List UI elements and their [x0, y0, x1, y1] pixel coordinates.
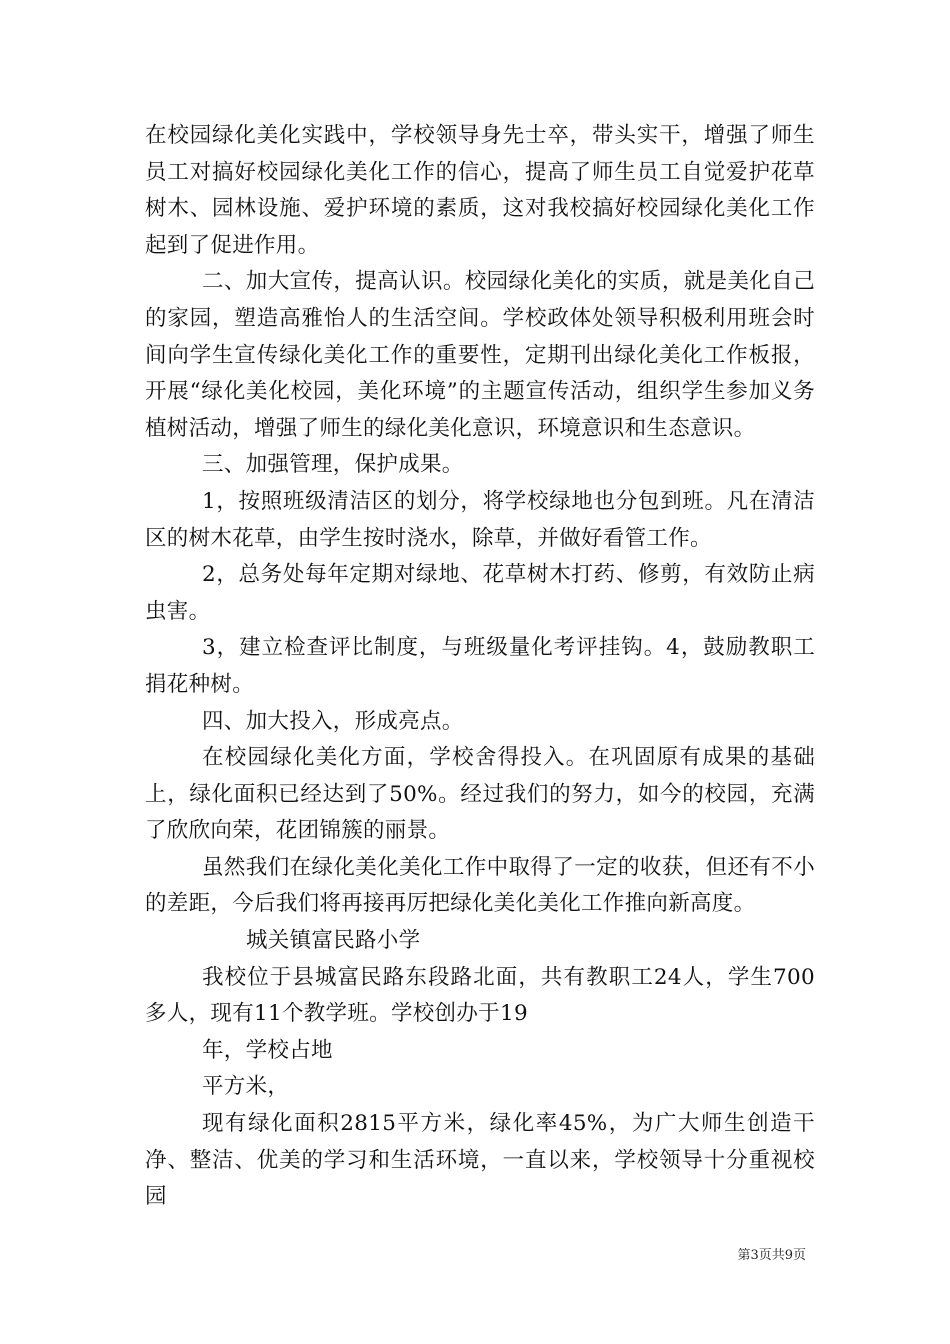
- document-body: [145, 118, 815, 1216]
- page-number-footer: 第3页共9页: [737, 1248, 806, 1263]
- school-signature: 城关镇富民路小学: [246, 928, 421, 954]
- paragraph-item-one: 1，按照班级清洁区的划分，将学校绿地也分包到班。凡在清洁区的树木花草，由学生按时浇水，除草，并做好看管工作。: [145, 488, 815, 551]
- paragraph-fragment-sqm: 平方米，: [202, 1074, 290, 1100]
- paragraph-item-three-four: 3，建立检查评比制度，与班级量化考评挂钩。4，鼓励教职工捐花种树。: [145, 635, 815, 697]
- paragraph-conclusion: 虽然我们在绿化美化美化工作中取得了一定的收获，但还有不小的差距，今后我们将再接再厉把绿化美化美化工作推向新高度。: [145, 854, 815, 917]
- paragraph-school-intro: 我校位于县城富民路东段路北面，共有教职工24人，学生700多人，现有11个教学班。学校创办于19: [145, 964, 815, 1027]
- paragraph-leadership: 在校园绿化美化实践中，学校领导身先士卒，带头实干，增强了师生员工对搞好校园绿化美化工作的信心，提高了师生员工自觉爱护花草树木、园林设施、爱护环境的素质，这对我校搞好校园绿化美化工作起到了促进作用。: [145, 123, 815, 258]
- paragraph-green-area: 现有绿化面积2815平方米，绿化率45%，为广大师生创造干净、整洁、优美的学习和生活环境，一直以来，学校领导十分重视校园: [145, 1111, 815, 1210]
- paragraph-fragment-area: 年，学校占地: [202, 1037, 333, 1063]
- paragraph-investment: 在校园绿化美化方面，学校舍得投入。在巩固原有成果的基础上，绿化面积已经达到了50%。经过我们的努力，如今的校园，充满了欣欣向荣，花团锦簇的丽景。: [145, 745, 815, 844]
- heading-section-four: 四、加大投入，形成亮点。: [202, 708, 464, 734]
- paragraph-item-two: 2，总务处每年定期对绿地、花草树木打药、修剪，有效防止病虫害。: [145, 562, 815, 624]
- heading-section-three: 三、加强管理，保护成果。: [202, 452, 464, 478]
- paragraph-section-two: 二、加大宣传，提高认识。校园绿化美化的实质，就是美化自己的家园，塑造高雅怡人的生活空间。学校政体处领导积极利用班会时间向学生宣传绿化美化工作的重要性，定期刊出绿化美化工作板报，开展“绿化美化校园，美化环境”的主题宣传活动，组织学生参加义务植树活动，增强了师生的绿化美化意识，环境意识和生态意识。: [145, 269, 815, 441]
